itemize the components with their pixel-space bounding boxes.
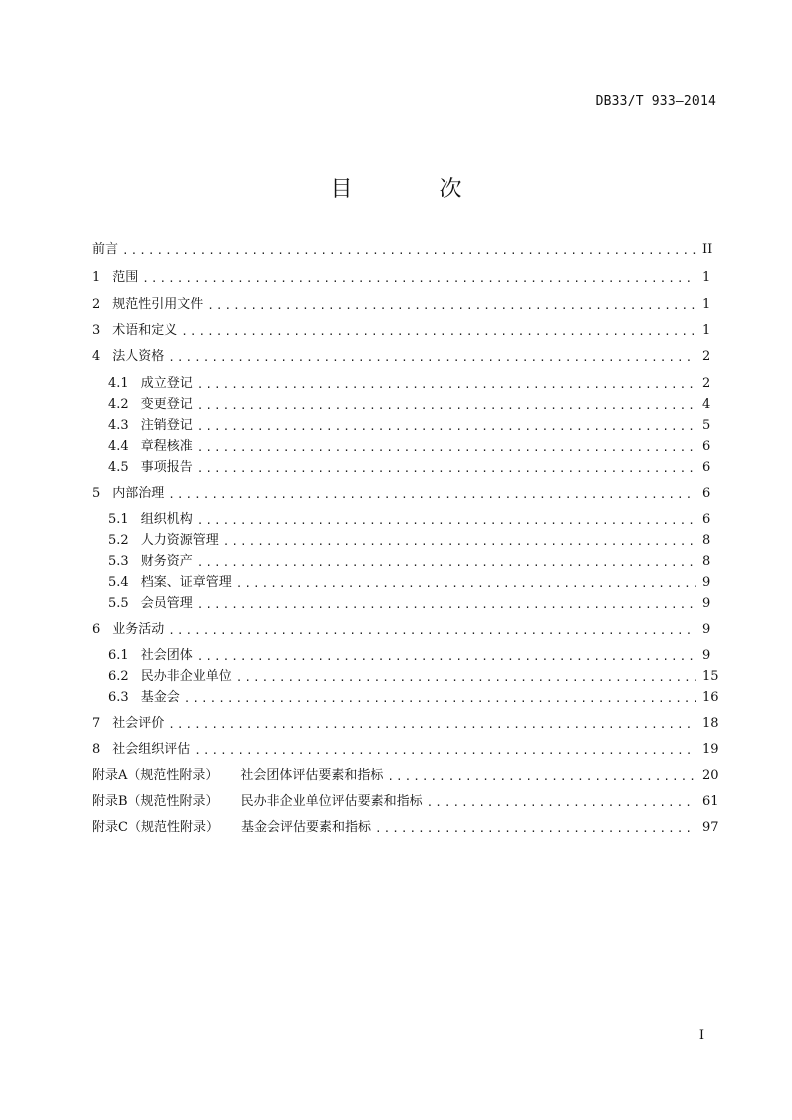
toc-entry-number: 附录B（规范性附录） bbox=[92, 794, 219, 809]
toc-entry-number: 3 bbox=[92, 323, 101, 338]
toc-entry-page: 9 bbox=[702, 596, 711, 611]
toc-entry-number: 6 bbox=[92, 622, 101, 637]
document-code: DB33/T 933—2014 bbox=[595, 94, 716, 109]
toc-dot-leader bbox=[168, 350, 696, 366]
toc-dot-leader bbox=[236, 576, 696, 592]
toc-entry[interactable] bbox=[92, 643, 710, 665]
toc-dot-leader bbox=[197, 398, 696, 414]
toc-entry-number: 5.3 bbox=[108, 554, 129, 569]
toc-entry-page: 8 bbox=[702, 533, 711, 548]
toc-entry-label: 成立登记 bbox=[140, 376, 193, 391]
toc-dot-leader bbox=[387, 769, 696, 785]
toc-entry-number: 6.3 bbox=[108, 690, 129, 705]
toc-entry-page: 16 bbox=[702, 690, 719, 705]
toc-entry-number: 5.1 bbox=[108, 512, 129, 527]
toc-entry[interactable] bbox=[92, 481, 710, 503]
toc-title: 目 次 bbox=[330, 177, 502, 202]
toc-entry-label: 财务资产 bbox=[140, 554, 193, 569]
toc-dot-leader bbox=[168, 487, 696, 503]
toc-entry-page: 20 bbox=[702, 768, 719, 783]
toc-dot-leader bbox=[184, 691, 696, 707]
toc-entry-page: 4 bbox=[702, 397, 711, 412]
toc-entry-page: 6 bbox=[702, 486, 711, 501]
toc-entry-number: 4.1 bbox=[108, 376, 129, 391]
toc-entry-page: 15 bbox=[702, 669, 719, 684]
toc-entry[interactable] bbox=[92, 664, 719, 686]
toc-entry-page: 1 bbox=[702, 323, 711, 338]
toc-entry[interactable] bbox=[92, 318, 710, 340]
toc-entry-label: 章程核准 bbox=[140, 439, 193, 454]
toc-entry-page: 1 bbox=[702, 270, 711, 285]
toc-entry[interactable] bbox=[92, 371, 710, 393]
toc-entry-number: 6.1 bbox=[108, 648, 129, 663]
toc-entry-page: 1 bbox=[702, 297, 711, 312]
toc-entry[interactable] bbox=[92, 392, 710, 414]
toc-entry[interactable] bbox=[92, 617, 710, 639]
toc-entry[interactable] bbox=[92, 455, 710, 477]
toc-entry-number: 8 bbox=[92, 742, 101, 757]
toc-entry-page: 61 bbox=[702, 794, 719, 809]
toc-entry[interactable] bbox=[92, 507, 710, 529]
toc-entry[interactable] bbox=[92, 344, 710, 366]
toc-entry[interactable] bbox=[92, 789, 719, 811]
toc-entry[interactable] bbox=[92, 237, 713, 259]
toc-entry-label: 规范性引用文件 bbox=[112, 297, 204, 312]
toc-entry-page: 8 bbox=[702, 554, 711, 569]
toc-dot-leader bbox=[207, 298, 696, 314]
toc-entry-page: 5 bbox=[702, 418, 711, 433]
toc-entry-number: 4 bbox=[92, 349, 101, 364]
toc-dot-leader bbox=[427, 795, 696, 811]
toc-entry-number: 2 bbox=[92, 297, 101, 312]
toc-dot-leader bbox=[168, 623, 696, 639]
toc-dot-leader bbox=[197, 461, 696, 477]
toc-entry-number: 4.2 bbox=[108, 397, 129, 412]
toc-entry-label: 基金会评估要素和指标 bbox=[240, 820, 371, 835]
toc-entry-page: 2 bbox=[702, 349, 711, 364]
toc-dot-leader bbox=[375, 821, 696, 837]
toc-entry[interactable] bbox=[92, 434, 710, 456]
toc-entry-page: 9 bbox=[702, 575, 711, 590]
toc-entry-label: 民办非企业单位 bbox=[140, 669, 232, 684]
toc-entry-label: 范围 bbox=[112, 270, 139, 285]
toc-dot-leader bbox=[197, 440, 696, 456]
toc-entry-page: 2 bbox=[702, 376, 711, 391]
toc-entry-label: 档案、证章管理 bbox=[140, 575, 232, 590]
toc-entry-number: 4.4 bbox=[108, 439, 129, 454]
toc-entry-page: 6 bbox=[702, 512, 711, 527]
toc-entry-label: 内部治理 bbox=[112, 486, 165, 501]
toc-entry-label: 法人资格 bbox=[112, 349, 165, 364]
toc-entry[interactable] bbox=[92, 815, 719, 837]
toc-entry-number: 1 bbox=[92, 270, 101, 285]
toc-entry-number: 4.3 bbox=[108, 418, 129, 433]
toc-entry[interactable] bbox=[92, 413, 710, 435]
toc-entry-number: 4.5 bbox=[108, 460, 129, 475]
toc-entry-page: 6 bbox=[702, 460, 711, 475]
toc-entry-label: 变更登记 bbox=[140, 397, 193, 412]
toc-entry[interactable] bbox=[92, 737, 719, 759]
toc-entry[interactable] bbox=[92, 570, 710, 592]
toc-entry-number: 5.2 bbox=[108, 533, 129, 548]
toc-dot-leader bbox=[223, 534, 696, 550]
toc-entry-label: 社会组织评估 bbox=[112, 742, 191, 757]
toc-entry-number: 5 bbox=[92, 486, 101, 501]
toc-entry[interactable] bbox=[92, 528, 710, 550]
toc-dot-leader bbox=[197, 513, 696, 529]
toc-entry-page: 19 bbox=[702, 742, 719, 757]
toc-entry[interactable] bbox=[92, 591, 710, 613]
toc-entry-number: 5.5 bbox=[108, 596, 129, 611]
toc-entry-label: 人力资源管理 bbox=[140, 533, 219, 548]
toc-dot-leader bbox=[197, 597, 696, 613]
toc-dot-leader bbox=[197, 377, 696, 393]
toc-entry-number: 附录C（规范性附录） bbox=[92, 820, 219, 835]
page-number: I bbox=[698, 1028, 704, 1043]
toc-entry-page: 18 bbox=[702, 716, 719, 731]
toc-entry-label: 注销登记 bbox=[140, 418, 193, 433]
toc-entry-number: 附录A（规范性附录） bbox=[92, 768, 219, 783]
toc-dot-leader bbox=[236, 670, 696, 686]
toc-entry[interactable] bbox=[92, 292, 710, 314]
toc-dot-leader bbox=[168, 717, 696, 733]
toc-entry-number: 5.4 bbox=[108, 575, 129, 590]
toc-entry-page: 6 bbox=[702, 439, 711, 454]
toc-entry-label: 社会团体评估要素和指标 bbox=[240, 768, 384, 783]
toc-entry-label: 术语和定义 bbox=[112, 323, 178, 338]
toc-dot-leader bbox=[197, 555, 696, 571]
toc-dot-leader bbox=[142, 271, 696, 287]
toc-entry[interactable] bbox=[92, 711, 719, 733]
toc-dot-leader bbox=[181, 324, 696, 340]
toc-entry-page: 97 bbox=[702, 820, 719, 835]
toc-entry[interactable] bbox=[92, 763, 719, 785]
toc-entry[interactable] bbox=[92, 265, 710, 287]
toc-entry-label: 组织机构 bbox=[140, 512, 193, 527]
toc-entry-label: 基金会 bbox=[140, 690, 180, 705]
toc-dot-leader bbox=[122, 243, 696, 259]
toc-dot-leader bbox=[197, 649, 696, 665]
toc-entry-number: 7 bbox=[92, 716, 101, 731]
toc-entry[interactable] bbox=[92, 685, 719, 707]
toc-dot-leader bbox=[194, 743, 696, 759]
toc-entry-label: 民办非企业单位评估要素和指标 bbox=[240, 794, 423, 809]
toc-entry-page: II bbox=[702, 242, 713, 257]
toc-entry[interactable] bbox=[92, 549, 710, 571]
toc-entry-number: 6.2 bbox=[108, 669, 129, 684]
toc-entry-label: 社会团体 bbox=[140, 648, 193, 663]
toc-entry-label: 业务活动 bbox=[112, 622, 165, 637]
toc-entry-label: 社会评价 bbox=[112, 716, 165, 731]
toc-entry-label: 会员管理 bbox=[140, 596, 193, 611]
toc-entry-page: 9 bbox=[702, 622, 711, 637]
toc-entry-label: 前言 bbox=[92, 242, 119, 257]
toc-entry-label: 事项报告 bbox=[140, 460, 193, 475]
toc-entry-page: 9 bbox=[702, 648, 711, 663]
toc-dot-leader bbox=[197, 419, 696, 435]
